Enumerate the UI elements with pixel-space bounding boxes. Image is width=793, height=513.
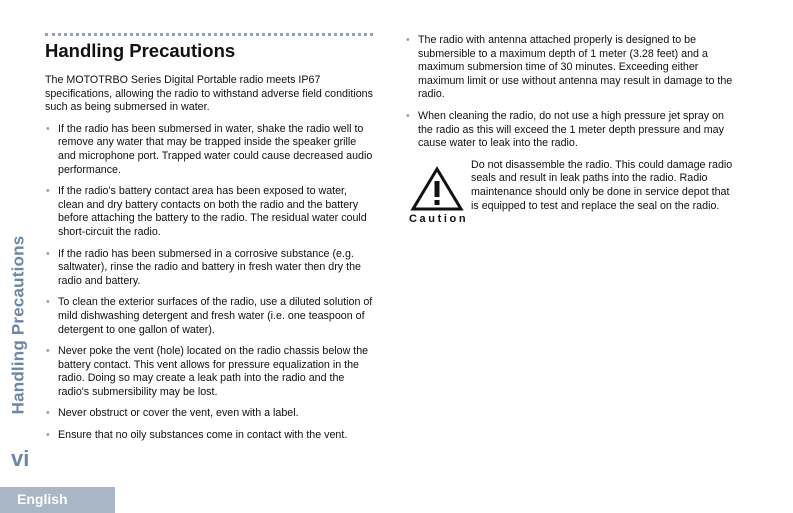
caution-label: Caution — [409, 212, 469, 225]
caution-text: Do not disassemble the radio. This could damage radio seals and result in leak paths into the radio. Radio maintenance should only be done in service depot that is equipped to test and replace the seal on the radio. — [471, 158, 733, 212]
page-heading: Handling Precautions — [45, 40, 236, 61]
list-item: • The radio with antenna attached properly is designed to be submersible to a maximum depth of 1 meter (3.28 feet) and a maximum submersion time of 30 minutes. Exceeding either maximum limit or use without antenna may result in damage to the radio. — [405, 34, 740, 102]
list-item: • Ensure that no oily substances come in contact with the vent. — [45, 429, 375, 443]
list-item: • If the radio has been submersed in water, shake the radio well to remove any water that may be trapped inside the speaker grille and microphone port. Trapped water could cause decreased audio performance. — [45, 123, 375, 177]
list-item: • If the radio has been submersed in a corrosive substance (e.g. saltwater), rinse the radio and battery in fresh water then dry the radio and battery. — [45, 248, 375, 289]
right-column — [405, 34, 740, 225]
caution-box — [405, 158, 740, 225]
right-bullet-list — [405, 34, 740, 151]
side-section-title — [4, 230, 32, 420]
list-item: • If the radio's battery contact area has been exposed to water, clean and dry battery contacts on both the radio and the battery before attaching the battery to the radio. The residual water could short-circuit the radio. — [45, 185, 375, 239]
list-item: • To clean the exterior surfaces of the radio, use a diluted solution of mild dishwashing detergent and fresh water (i.e. one teaspoon of detergent to one gallon of water). — [45, 296, 375, 337]
intro-paragraph: The MOTOTRBO Series Digital Portable radio meets IP67 specifications, allowing the radio to withstand adverse field conditions such as being submersed in water. — [45, 74, 373, 114]
list-item: • When cleaning the radio, do not use a high pressure jet spray on the radio as this will exceed the 1 meter depth pressure and may cause water to leak into the radio. — [405, 110, 740, 151]
side-section-title-text: Handling Precautions — [8, 235, 27, 415]
left-bullet-list — [45, 123, 375, 443]
page-number: vi — [11, 446, 30, 471]
heading-divider — [45, 33, 373, 36]
list-item: • Never poke the vent (hole) located on the radio chassis below the battery contact. This vent allows for pressure equalization in the radio. Doing so may create a leak path into the radio and the radio's submersibility may be lost. — [45, 345, 375, 399]
language-tab: English — [0, 487, 115, 513]
list-item: • Never obstruct or cover the vent, even with a label. — [45, 407, 375, 421]
left-column — [45, 33, 375, 451]
